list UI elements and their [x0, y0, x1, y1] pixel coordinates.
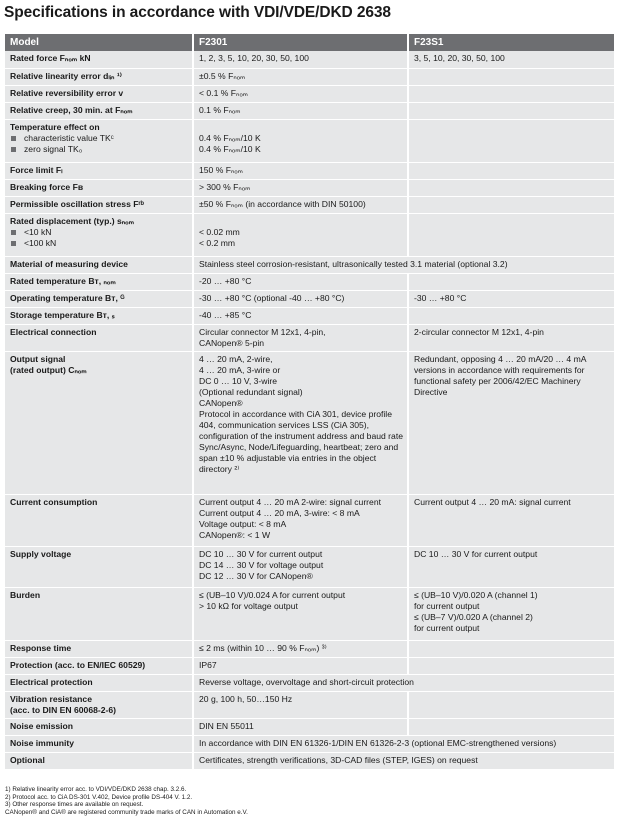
row-label: Noise immunity: [5, 735, 193, 752]
table-row: [5, 119, 614, 162]
row-value-f23s1: [408, 213, 614, 256]
table-row: [5, 273, 614, 290]
row-value-f23s1: [408, 102, 614, 119]
table-row: [5, 162, 614, 179]
row-value-f2301: Current output 4 … 20 mA 2-wire: signal current Current output 4 … 20 mA, 3-wire: < 8 mA Voltage output: < 8 mA CANopen®: < 1 W: [193, 494, 408, 546]
row-value-f23s1: [408, 68, 614, 85]
row-sub-value: 0.4 % Fₙₒₘ/10 K: [199, 132, 261, 143]
row-value-f23s1: [408, 657, 614, 674]
table-row: [5, 351, 614, 494]
table-row: [5, 102, 614, 119]
row-value-f2301: ≤ (UB–10 V)/0.024 A for current output > 10 kΩ for voltage output: [193, 587, 408, 640]
row-value-f2301: 4 … 20 mA, 2-wire, 4 … 20 mA, 3-wire or DC 0 … 10 V, 3-wire (Optional redundant signal) CANopen® Protocol in accordance with CiA 301, device profile 404, communication services LSS (CiA 305), configuration of the instrument address and baud rate Sync/Async, Node/Lifeguarding, heartbeat; zero and span ±10 % adjustable via entries in the object directory ²⁾: [193, 351, 408, 494]
row-value-f2301: [193, 119, 408, 162]
row-value-f23s1: Redundant, opposing 4 … 20 mA/20 … 4 mA versions in accordance with requirements for functional safety per 2006/42/EC Machinery Directive: [408, 351, 614, 494]
row-label: Breaking force Fʙ: [5, 179, 193, 196]
row-label-main: Temperature effect on: [10, 121, 100, 132]
row-value-f2301: DC 10 … 30 V for current output DC 14 … 30 V for voltage output DC 12 … 30 V for CANopen®: [193, 546, 408, 587]
row-value-f2301: Certificates, strength verifications, 3D-CAD files (STEP, IGES) on request: [193, 752, 614, 769]
table-row: [5, 587, 614, 640]
row-label: Burden: [5, 587, 193, 640]
row-sub-label: <100 kN: [10, 238, 188, 249]
table-row: [5, 718, 614, 735]
table-header: [5, 34, 614, 51]
row-value-f2301: Stainless steel corrosion-resistant, ultrasonically tested 3.1 material (optional 3.2): [193, 256, 614, 273]
spec-table: [5, 34, 614, 770]
row-label: Force limit Fₗ: [5, 162, 193, 179]
row-value-f2301: ≤ 2 ms (within 10 … 90 % Fₙₒₘ) ³⁾: [193, 640, 408, 657]
footnote: 1) Relative linearity error acc. to VDI/VDE/DKD 2638 chap. 3.2.6.: [5, 786, 187, 793]
row-label: [5, 691, 193, 718]
row-label: Rated temperature Bᴛ, ₙₒₘ: [5, 273, 193, 290]
row-value-f2301: < 0.1 % Fₙₒₘ: [193, 85, 408, 102]
row-value-f2301: 20 g, 100 h, 50…150 Hz: [193, 691, 408, 718]
table-row: [5, 494, 614, 546]
header-model: Model: [5, 34, 193, 51]
header-f23s1: F23S1: [408, 34, 614, 51]
row-label: [5, 351, 193, 494]
row-value-f23s1: [408, 273, 614, 290]
table-row: [5, 196, 614, 213]
row-value-f2301: -30 … +80 °C (optional -40 … +80 °C): [193, 290, 408, 307]
row-value-f2301: > 300 % Fₙₒₘ: [193, 179, 408, 196]
row-label-main: Rated displacement (typ.) sₙₒₘ: [10, 215, 135, 226]
footnote: CANopen® and CiA® are registered community trade marks of CAN in Automation e.V.: [5, 808, 248, 816]
row-value-f2301: Circular connector M 12x1, 4-pin, CANopen® 5-pin: [193, 324, 408, 351]
table-row: [5, 85, 614, 102]
row-value-f23s1: [408, 640, 614, 657]
row-label: Operating temperature Bᴛ, ᴳ: [5, 290, 193, 307]
row-label: Relative reversibility error v: [5, 85, 193, 102]
row-sub-value: < 0.2 mm: [199, 237, 236, 248]
row-label: Optional: [5, 752, 193, 769]
row-value-f23s1: [408, 179, 614, 196]
row-label: Electrical protection: [5, 674, 193, 691]
table-row: [5, 657, 614, 674]
row-value-f23s1: [408, 196, 614, 213]
row-value-f23s1: -30 … +80 °C: [408, 290, 614, 307]
row-label: Supply voltage: [5, 546, 193, 587]
row-value-f2301: -20 … +80 °C: [193, 273, 408, 290]
row-value-f23s1: DC 10 … 30 V for current output: [408, 546, 614, 587]
row-label-main: Output signal: [10, 353, 66, 364]
row-value-f2301: 150 % Fₙₒₘ: [193, 162, 408, 179]
row-value-f23s1: [408, 307, 614, 324]
row-value-f2301: [193, 213, 408, 256]
table-row: [5, 68, 614, 85]
row-label: Relative creep, 30 min. at Fₙₒₘ: [5, 102, 193, 119]
row-label-main: Vibration resistance: [10, 693, 92, 704]
row-value-f23s1: ≤ (UB–10 V)/0.020 A (channel 1) for current output ≤ (UB–7 V)/0.020 A (channel 2) for current output: [408, 587, 614, 640]
footnote: 3) Other response times are available on request.: [5, 801, 144, 809]
row-label: Protection (acc. to EN/IEC 60529): [5, 657, 193, 674]
row-value-f2301: IP67: [193, 657, 408, 674]
row-label: Noise emission: [5, 718, 193, 735]
row-label: Electrical connection: [5, 324, 193, 351]
row-value-f23s1: [408, 119, 614, 162]
row-value-f23s1: [408, 85, 614, 102]
table-row: [5, 752, 614, 769]
row-value-f23s1: 2-circular connector M 12x1, 4-pin: [408, 324, 614, 351]
row-value-f2301: ±0.5 % Fₙₒₘ: [193, 68, 408, 85]
table-row: [5, 735, 614, 752]
table-row: [5, 674, 614, 691]
row-label: Current consumption: [5, 494, 193, 546]
table-row: [5, 640, 614, 657]
header-f2301: F2301: [193, 34, 408, 51]
row-label: [5, 213, 193, 256]
row-value-f2301: DIN EN 55011: [193, 718, 408, 735]
table-row: [5, 307, 614, 324]
footnote: 2) Protocol acc. to CiA DS-301 V.402, Device profile DS-404 V. 1.2.: [5, 793, 193, 801]
row-value-f23s1: [408, 718, 614, 735]
table-row: [5, 324, 614, 351]
row-sub-value: 0.4 % Fₙₒₘ/10 K: [199, 143, 261, 154]
table-row: [5, 546, 614, 587]
row-value-f2301: ±50 % Fₙₒₘ (in accordance with DIN 50100): [193, 196, 408, 213]
table-row: [5, 290, 614, 307]
table-row: [5, 179, 614, 196]
row-sub-label: zero signal TK₀: [10, 144, 188, 155]
footnotes: [5, 786, 248, 816]
row-label: Storage temperature Bᴛ, ₛ: [5, 307, 193, 324]
page-title: Specifications in accordance with VDI/VDE/DKD 2638: [4, 4, 391, 21]
table-row: [5, 213, 614, 256]
row-value-f2301: Reverse voltage, overvoltage and short-circuit protection: [193, 674, 614, 691]
row-label: Material of measuring device: [5, 256, 193, 273]
row-label: [5, 119, 193, 162]
row-label: Response time: [5, 640, 193, 657]
row-sub-label: <10 kN: [10, 227, 188, 238]
row-label: Relative linearity error dₗᵢₙ ¹⁾: [5, 68, 193, 85]
row-label-sub: (rated output) Cₙₒₘ: [10, 364, 87, 375]
row-label: Rated force Fₙₒₘ kN: [5, 51, 193, 68]
row-value-f2301: 1, 2, 3, 5, 10, 20, 30, 50, 100: [193, 51, 408, 68]
row-value-f23s1: Current output 4 … 20 mA: signal current: [408, 494, 614, 546]
row-value-f23s1: [408, 691, 614, 718]
table-row: [5, 691, 614, 718]
table-row: [5, 256, 614, 273]
row-value-f2301: -40 … +85 °C: [193, 307, 408, 324]
row-sub-label: characteristic value TKᶜ: [10, 133, 188, 144]
row-value-f2301: 0.1 % Fₙₒₘ: [193, 102, 408, 119]
row-sub-value: < 0.02 mm: [199, 226, 240, 237]
table-row: [5, 51, 614, 68]
row-value-f23s1: [408, 162, 614, 179]
row-value-f23s1: 3, 5, 10, 20, 30, 50, 100: [408, 51, 614, 68]
row-label-sub: (acc. to DIN EN 60068-2-6): [10, 704, 117, 715]
row-value-f2301: In accordance with DIN EN 61326-1/DIN EN 61326-2-3 (optional EMC-strengthened versions): [193, 735, 614, 752]
row-label: Permissible oscillation stress Fʳᵇ: [5, 196, 193, 213]
